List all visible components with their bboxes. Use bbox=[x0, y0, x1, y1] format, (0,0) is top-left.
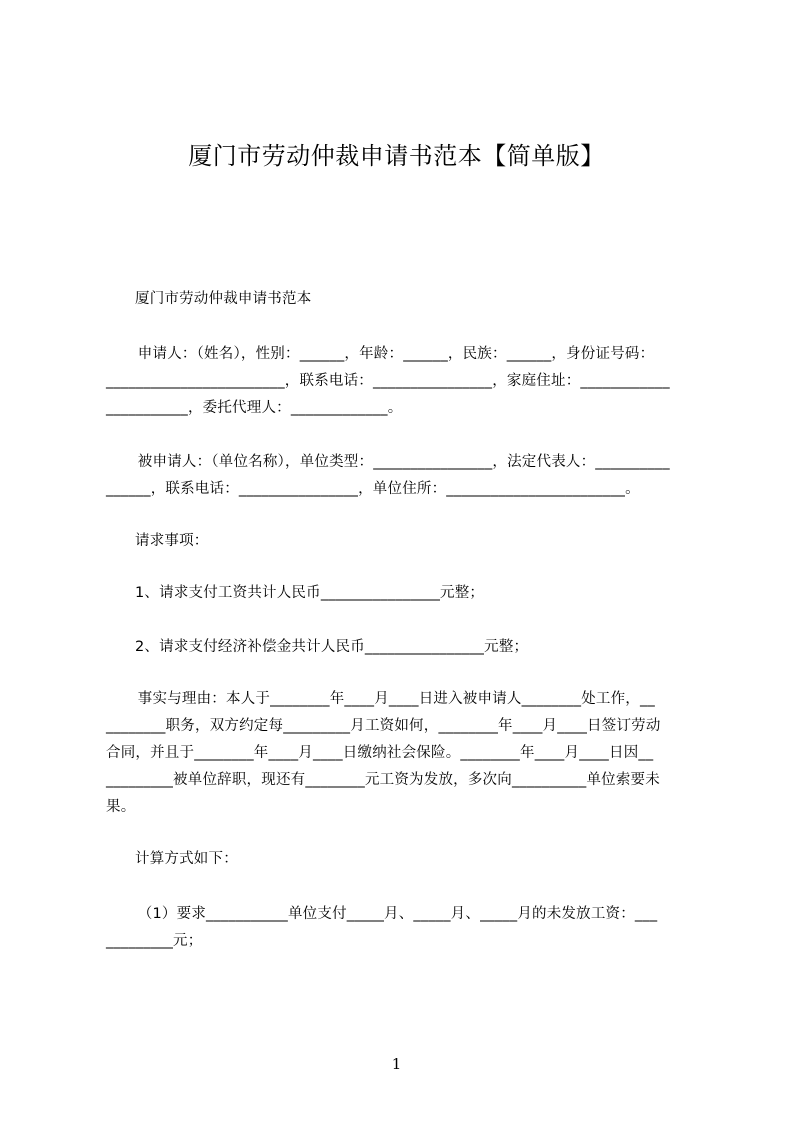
applicant-line-3: ___________，委托代理人：_____________。 bbox=[106, 400, 403, 416]
applicant-line-2: ________________________，联系电话：________________，家庭住址：____________ bbox=[106, 373, 670, 389]
facts-line-1: 事实与理由：本人于________年____月____日进入被申请人________处工作，__ bbox=[133, 691, 655, 707]
claim-item-1: 1、请求支付工资共计人民币________________元整； bbox=[135, 585, 485, 601]
calculation-heading: 计算方式如下： bbox=[135, 851, 238, 867]
page-number: 1 bbox=[391, 1055, 402, 1073]
calculation-line-2: _________元； bbox=[106, 933, 203, 949]
facts-line-4: _________被单位辞职，现还有________元工资为发放，多次向__________单位索要未 bbox=[106, 772, 660, 788]
document-title: 厦门市劳动仲裁申请书范本【简单版】 bbox=[188, 142, 605, 170]
claim-item-2: 2、请求支付经济补偿金共计人民币________________元整； bbox=[135, 639, 529, 655]
facts-line-5: 果。 bbox=[106, 799, 136, 815]
calculation-line-1: （1）要求___________单位支付_____月、_____月、_____月的未发放工资：___ bbox=[133, 906, 658, 922]
facts-line-2: ________职务，双方约定每_________月工资如何，________年____月____日签订劳动 bbox=[106, 718, 661, 734]
section-heading: 厦门市劳动仲裁申请书范本 bbox=[135, 291, 312, 307]
applicant-line-1: 申请人：（姓名），性别：______，年龄：______，民族：______，身份证号码： bbox=[133, 346, 655, 362]
claims-heading: 请求事项： bbox=[135, 533, 209, 549]
respondent-line-1: 被申请人：（单位名称），单位类型：________________，法定代表人：__________ bbox=[133, 454, 670, 470]
respondent-line-2: ______，联系电话：________________，单位住所：________________________。 bbox=[106, 481, 640, 497]
facts-line-3: 合同，并且于________年____月____日缴纳社会保险。________年____月____日因__ bbox=[106, 745, 654, 761]
